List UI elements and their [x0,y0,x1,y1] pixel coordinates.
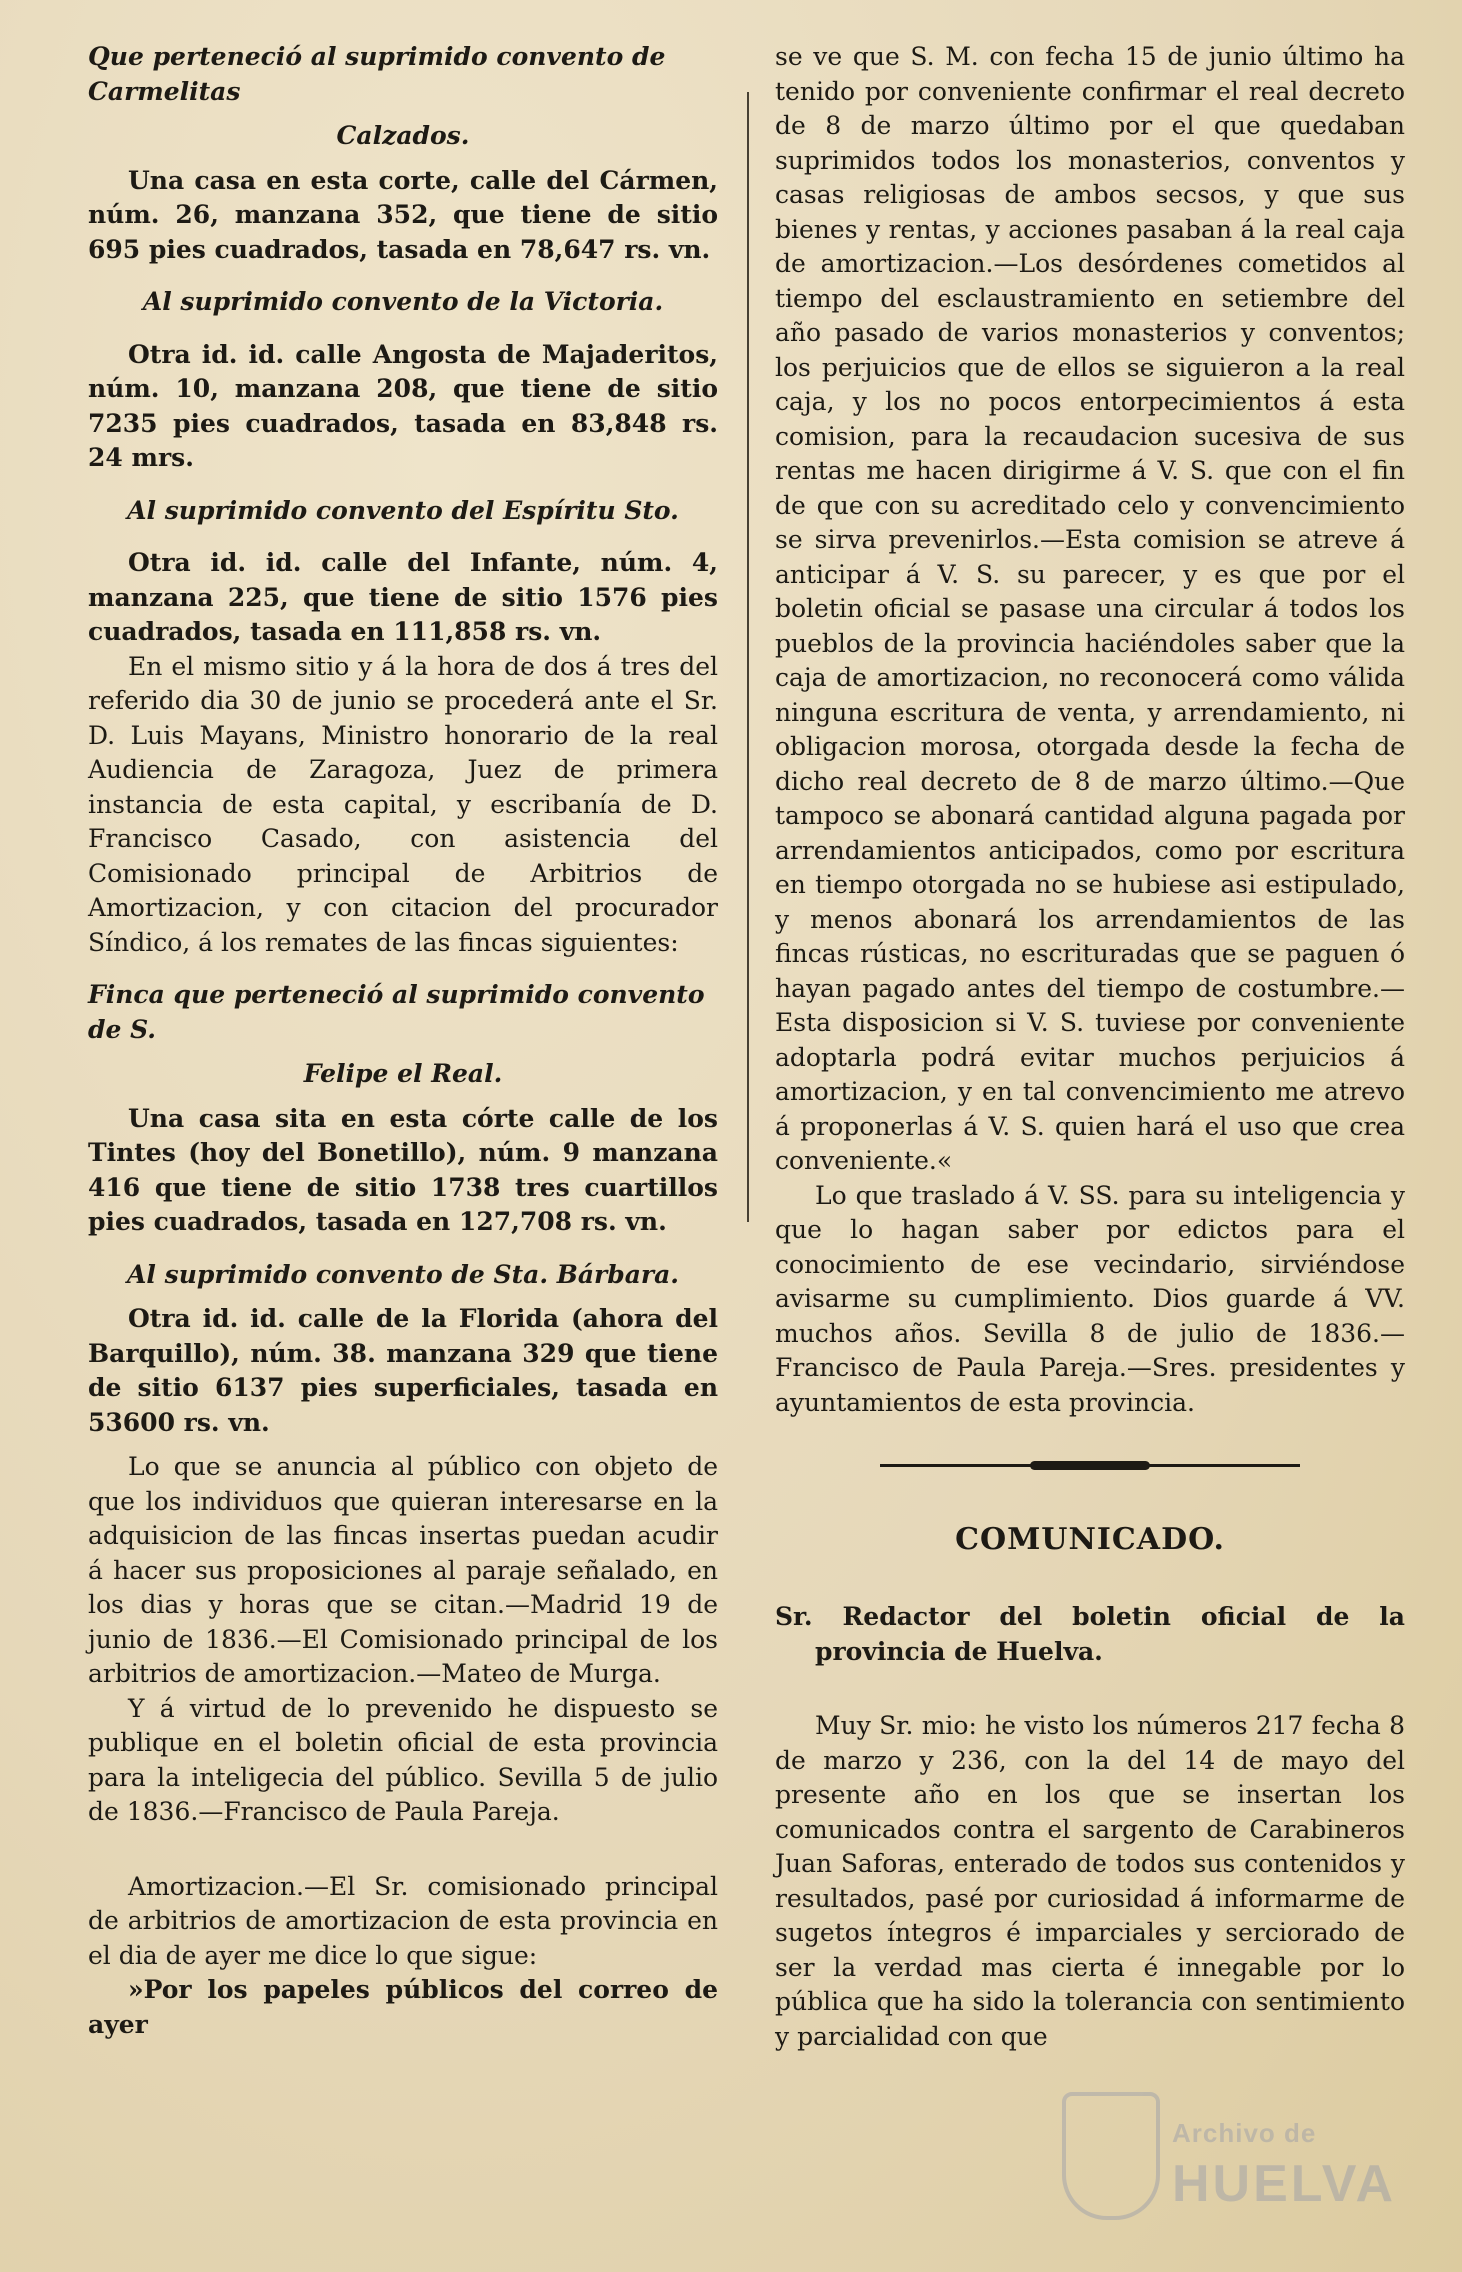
heading-calzados: Calzados. [336,121,470,150]
paragraph-tintes: Una casa sita en esta córte calle de los Tintes (hoy del Bonetillo), núm. 9 manzana 416 que tiene de sitio 1738 tres cuartillos pies cuadrados, tasada en 127,708 rs. vn. [88,1103,718,1236]
paragraph-real-decreto: se ve que S. M. con fecha 15 de junio último ha tenido por conveniente confirmar el real decreto de 8 de marzo último por el que quedaban suprimidos todos los monasterios, conventos y casas religiosas de ambos secsos, y que sus bienes y rentas, y acciones pasaban á la real caja de amortizacion.—Los desórdenes cometidos al tiempo del esclaustramiento en setiembre del año pasado de varios monasterios y conventos; los perjuicios que de ellos se siguieron a la real caja, y los no pocos entorpecimientos á esta comision, para la recaudacion sucesiva de sus rentas me hacen dirigirme á V. S. que con el fin de que con su acreditado celo y convencimiento se sirva prevenirlos.—Esta comision se atreve á anticipar á V. S. su parecer, y es que por el boletin oficial se pasase una circular á todos los pueblos de la provincia haciéndoles saber que la caja de amortizacion, no reconocerá como válida ninguna escritura de venta, y arrendamiento, ni obligacion morosa, otorgada desde la fecha de dicho real decreto de 8 de marzo último.—Que tampoco se abonará cantidad alguna pagada por arrendamientos anticipados, como por escritura en tiempo otorgada no se hubiese asi estipulado, y menos abonará los arrendamientos de las fincas rústicas, no escrituradas que se paguen ó hayan pagado antes del tiempo de costumbre.—Esta disposicion si V. S. tuviese por conveniente adoptarla podrá evitar muchos perjuicios á amortizacion, y en tal convencimiento me atrevo á proponerlas á V. S. quien hará el uso que crea conveniente.« [775,42,1405,1175]
ornamental-rule [880,1460,1300,1470]
heading-felipe-real: Felipe el Real. [303,1059,503,1088]
paragraph-infante: Otra id. id. calle del Infante, núm. 4, manzana 225, que tiene de sitio 1576 pies cuadrados, tasada en 111,858 rs. vn. [88,548,718,646]
heading-victoria: Al suprimido convento de la Victoria. [142,287,664,316]
heading-finca-san-felipe: Finca que perteneció al suprimido convento de S. [88,980,705,1044]
heading-espiritu-santo: Al suprimido convento del Espíritu Sto. [127,495,679,525]
paragraph-muy-senor: Muy Sr. mio: he visto los números 217 fecha 8 de marzo y 236, con la del 14 de mayo del presente año en los que se insertan los comunicados contra el sargento de Carabineros Juan Saforas, enterado de todos sus contenidos y resultados, pasé por curiosidad á informarme de sugetos íntegros é imparciales y serciorado de ser la verdad mas cierta é innegable por lo pública que ha sido la tolerancia con sentimiento y parcialidad con que [775,1711,1405,2051]
watermark-line2: HUELVA [1172,2155,1397,2213]
left-column [88,40,718,2042]
column-divider [747,92,749,1222]
paragraph-anuncio: Lo que se anuncia al público con objeto de que los individuos que quieran interesarse en la adquisicion de las fincas insertas puedan acudir á hacer sus proposiciones al paraje señalado, en los dias y horas que se citan.—Madrid 19 de junio de 1836.—El Comisionado principal de los arbitrios de amortizacion.—Mateo de Murga. [88,1452,718,1688]
title-comunicado: COMUNICADO. [955,1522,1225,1557]
paragraph-casa-carmen: Una casa en esta corte, calle del Cármen, núm. 26, manzana 352, que tiene de sitio 695 pies cuadrados, tasada en 78,647 rs. vn. [88,165,718,264]
right-column [775,40,1405,2054]
paragraph-traslado: Lo que traslado á V. SS. para su inteligencia y que lo hagan saber por edictos para el conocimiento de ese vecindario, sirviéndose avisarme su cumplimiento. Dios guarde á VV. muchos años. Sevilla 8 de julio de 1836.—Francisco de Paula Pareja.—Sres. presidentes y ayuntamientos de esta provincia. [775,1180,1405,1417]
heading-carmelitas: Que perteneció al suprimido convento de Carmelitas [88,42,666,106]
heading-santa-barbara: Al suprimido convento de Sta. Bárbara. [127,1259,679,1289]
paragraph-majaderitos: Otra id. id. calle Angosta de Majaderitos, núm. 10, manzana 208, que tiene de sitio 7235 pies cuadrados, tasada en 83,848 rs. 24 mrs. [88,339,718,472]
paragraph-papeles-publicos: »Por los papeles públicos del correo de ayer [88,1975,718,2039]
shield-icon [1062,2092,1160,2220]
archive-watermark [1062,2082,1397,2232]
paragraph-remates: En el mismo sitio y á la hora de dos á tres del referido dia 30 de junio se procederá ante el Sr. D. Luis Mayans, Ministro honorario de la real Audiencia de Zaragoza, Juez de primera instancia de esta capital, y escribanía de D. Francisco Casado, con asistencia del Comisionado principal de Arbitrios de Amortizacion, y con citacion del procurador Síndico, á los remates de las fincas siguientes: [88,651,718,957]
watermark-line1: Archivo de [1172,2118,1317,2148]
salutation-redactor: Sr. Redactor del boletin oficial de la provincia de Huelva. [775,1602,1405,1666]
paragraph-amortizacion: Amortizacion.—El Sr. comisionado principal de arbitrios de amortizacion de esta provincia en el dia de ayer me dice lo que sigue: [88,1871,718,1970]
paragraph-florida: Otra id. id. calle de la Florida (ahora del Barquillo), núm. 38. manzana 329 que tiene de sitio 6137 pies superficiales, tasada en 53600 rs. vn. [88,1304,718,1437]
paragraph-publique: Y á virtud de lo prevenido he dispuesto se publique en el boletin oficial de esta provincia para la inteligecia del público. Sevilla 5 de julio de 1836.—Francisco de Paula Pareja. [88,1693,718,1826]
